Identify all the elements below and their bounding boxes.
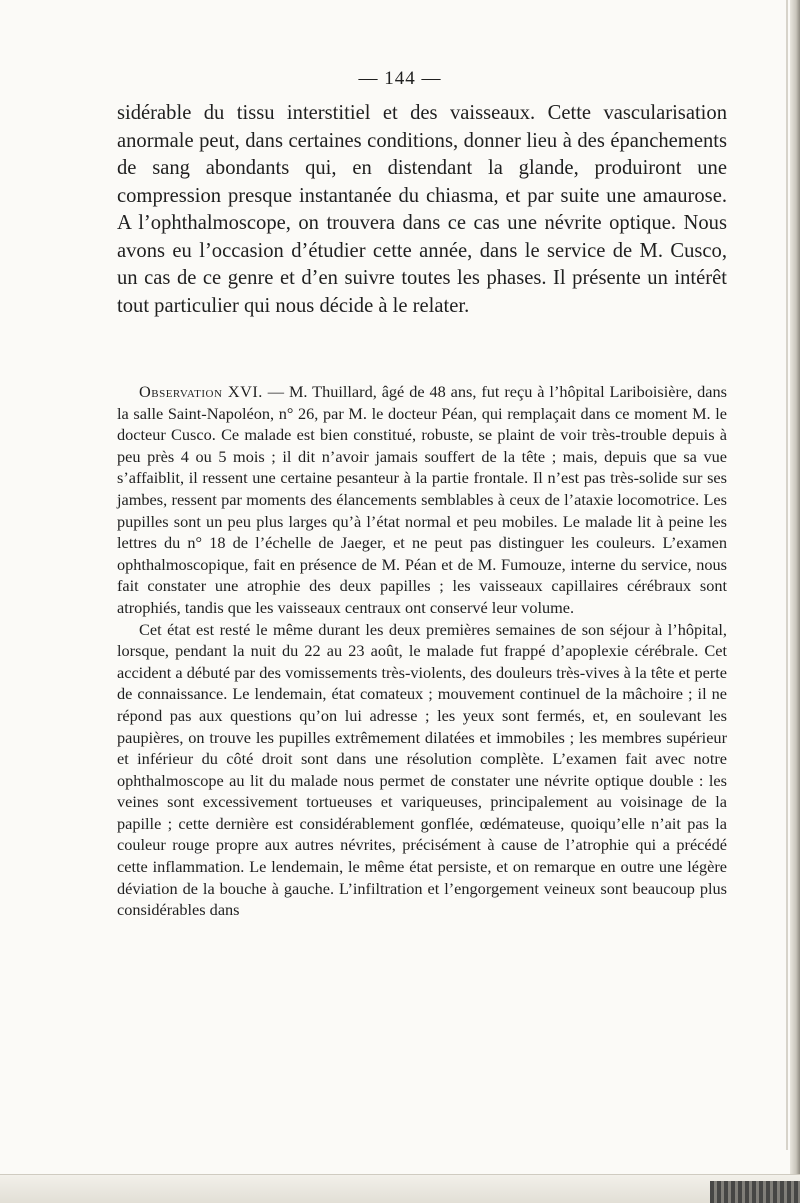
observation-paragraph-1: [117, 381, 727, 619]
page-bottom-edge: [0, 1174, 800, 1203]
page-edge-line: [786, 0, 788, 1150]
observation-text-1: — M. Thuillard, âgé de 48 ans, fut reçu à l’hôpital Lariboisière, dans la salle Saint-Napoléon, n° 26, par M. le docteur Péan, qui remplaçait dans ce moment M. le docteur Cusco. Ce malade est bien constitué, robuste, se plaint de voir très-trouble depuis à peu près 4 ou 5 mois ; il dit n’avoir jamais souffert de la tête ; mais, depuis que sa vue s’affaiblit, il ressent une certaine pesanteur à la partie frontale. Il n’est pas très-solide sur ses jambes, ressent par moments des élancements semblables à ceux de l’ataxie locomotrice. Les pupilles sont un peu plus larges qu’à l’état normal et peu mobiles. Le malade lit à peine les lettres du n° 18 de l’échelle de Jaeger, et ne peut pas distinguer les couleurs. L’examen ophthalmoscopique, fait en présence de M. Péan et de M. Fumouze, interne du service, nous fait constater une atrophie des deux papilles ; les vaisseaux capillaires cérébraux sont atrophiés, tandis que les vaisseaux centraux ont conservé leur volume.: [117, 382, 727, 617]
intro-paragraph: sidérable du tissu interstitiel et des vaisseaux. Cette vascularisation anormale peut, dans certaines conditions, donner lieu à des épanchements de sang abondants qui, en distendant la glande, produiront une compression presque instantanée du chiasma, et par suite une amaurose. A l’ophthalmoscope, on trouvera dans ce cas une névrite optique. Nous avons eu l’occasion d’étudier cette année, dans le service de M. Cusco, un cas de ce genre et d’en suivre toutes les phases. Il présente un intérêt tout particulier qui nous décide à le relater.: [117, 102, 727, 317]
observation-block: [117, 381, 727, 921]
page-number: — 144 —: [358, 68, 442, 89]
observation-paragraph-2: Cet état est resté le même durant les deux premières semaines de son séjour à l’hôpital, lorsque, pendant la nuit du 22 au 23 août, le malade fut frappé d’apoplexie cérébrale. Cet accident a débuté par des vomissements très-violents, des douleurs très-vives à la tête et perte de connaissance. Le lendemain, état comateux ; mouvement continuel de la mâchoire ; il ne répond pas aux questions qu’on lui adresse ; les yeux sont fermés, et, en soulevant les paupières, on trouve les pupilles extrêmement dilatées et immobiles ; les membres supérieur et inférieur du côté droit sont dans une résolution complète. L’examen fait avec notre ophthalmoscope au lit du malade nous permet de constater une névrite optique double : les veines sont excessivement tortueuses et variqueuses, principalement au voisinage de la papille ; cette dernière est considérablement gonflée, œdémateuse, quoiqu’elle n’ait pas la couleur rouge propre aux autres névrites, précisément à cause de l’atrophie qui a précédé cette inflammation. Le lendemain, le même état persiste, et on remarque en outre une légère déviation de la bouche à gauche. L’infiltration et l’engorgement veineux sont beaucoup plus considérables dans: [117, 619, 727, 920]
observation-heading: Observation XVI.: [139, 382, 263, 401]
book-spine-fragment: [710, 1181, 800, 1203]
page-edge-shadow: [790, 0, 800, 1203]
intro-text-block: [117, 100, 727, 320]
